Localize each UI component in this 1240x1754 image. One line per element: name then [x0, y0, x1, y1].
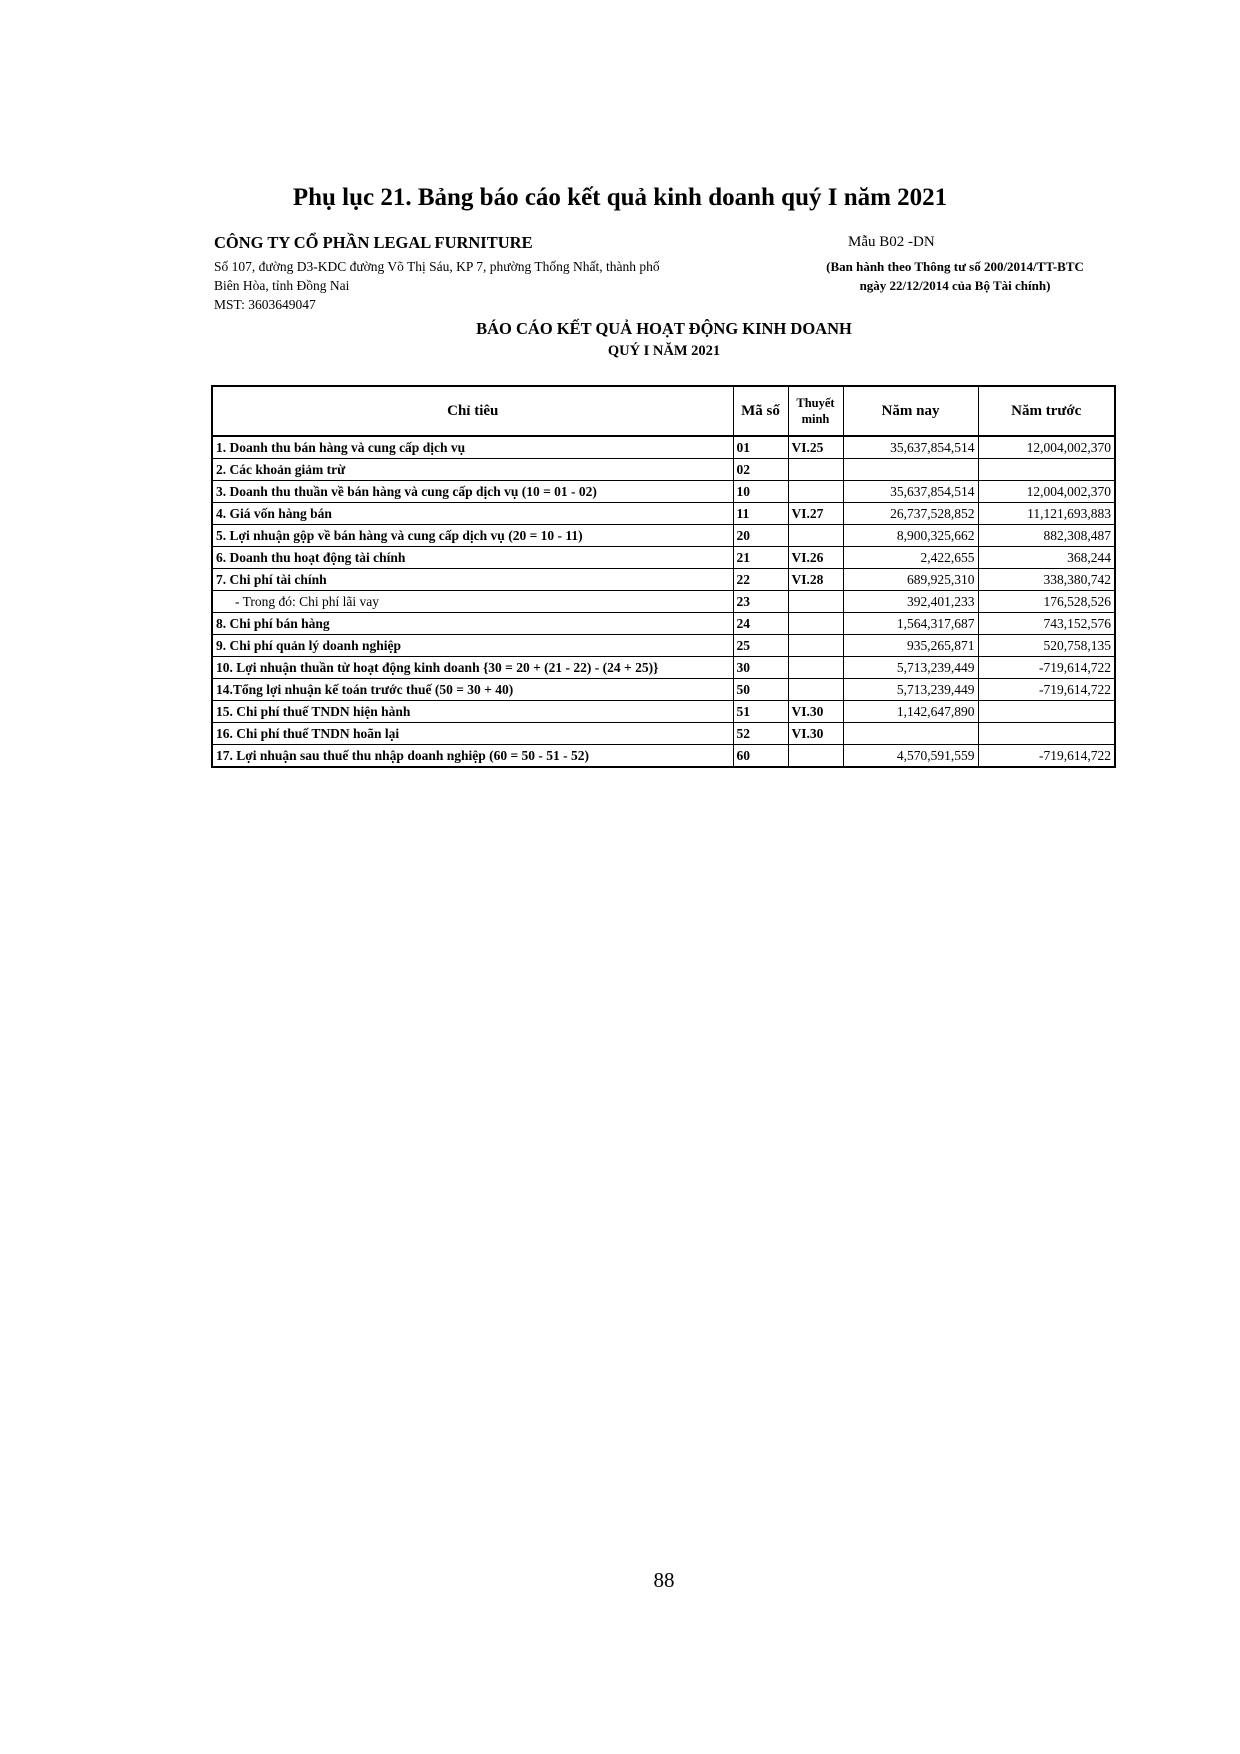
- row-note: VI.30: [788, 723, 843, 745]
- form-basis: [780, 257, 1130, 295]
- row-code: 10: [733, 481, 788, 503]
- row-note: VI.26: [788, 547, 843, 569]
- row-current-year: 1,142,647,890: [843, 701, 978, 723]
- table-row: [212, 459, 1115, 481]
- header-note: Thuyết minh: [788, 386, 843, 436]
- table-row: [212, 657, 1115, 679]
- row-label: 8. Chi phí bán hàng: [212, 613, 733, 635]
- table-row: [212, 723, 1115, 745]
- row-note: [788, 679, 843, 701]
- table-row: [212, 701, 1115, 723]
- table-row: [212, 569, 1115, 591]
- row-label: 16. Chi phí thuế TNDN hoãn lại: [212, 723, 733, 745]
- row-previous-year: 882,308,487: [978, 525, 1115, 547]
- row-label: 5. Lợi nhuận gộp về bán hàng và cung cấp dịch vụ (20 = 10 - 11): [212, 525, 733, 547]
- row-code: 20: [733, 525, 788, 547]
- row-note: [788, 591, 843, 613]
- row-label: 3. Doanh thu thuần về bán hàng và cung cấp dịch vụ (10 = 01 - 02): [212, 481, 733, 503]
- table-row: [212, 591, 1115, 613]
- row-code: 21: [733, 547, 788, 569]
- table-row: [212, 635, 1115, 657]
- table-row: [212, 503, 1115, 525]
- row-current-year: [843, 459, 978, 481]
- row-note: [788, 459, 843, 481]
- company-address: [214, 257, 754, 295]
- form-basis-line-1: (Ban hành theo Thông tư số 200/2014/TT-BTC: [826, 259, 1084, 274]
- page-title: Phụ lục 21. Bảng báo cáo kết quả kinh doanh quý I năm 2021: [292, 184, 948, 211]
- company-name: CÔNG TY CỔ PHẦN LEGAL FURNITURE: [214, 233, 533, 252]
- row-previous-year: [978, 701, 1115, 723]
- table-body: [212, 436, 1115, 767]
- header-code: Mã số: [733, 386, 788, 436]
- row-previous-year: -719,614,722: [978, 745, 1115, 768]
- row-note: [788, 745, 843, 768]
- table-row: [212, 679, 1115, 701]
- row-code: 52: [733, 723, 788, 745]
- row-code: 24: [733, 613, 788, 635]
- row-label: - Trong đó: Chi phí lãi vay: [212, 591, 733, 613]
- row-current-year: 35,637,854,514: [843, 481, 978, 503]
- table-row: [212, 745, 1115, 768]
- row-label: 17. Lợi nhuận sau thuế thu nhập doanh nghiệp (60 = 50 - 51 - 52): [212, 745, 733, 768]
- row-label: 10. Lợi nhuận thuần từ hoạt động kinh doanh {30 = 20 + (21 - 22) - (24 + 25)}: [212, 657, 733, 679]
- table-header-row: [212, 386, 1115, 436]
- row-current-year: 689,925,310: [843, 569, 978, 591]
- row-note: VI.25: [788, 436, 843, 459]
- row-note: [788, 613, 843, 635]
- row-note: [788, 635, 843, 657]
- report-period: QUÝ I NĂM 2021: [607, 343, 721, 359]
- row-code: 02: [733, 459, 788, 481]
- header-current-year: Năm nay: [843, 386, 978, 436]
- row-label: 6. Doanh thu hoạt động tài chính: [212, 547, 733, 569]
- row-previous-year: 12,004,002,370: [978, 436, 1115, 459]
- row-previous-year: 368,244: [978, 547, 1115, 569]
- row-current-year: 392,401,233: [843, 591, 978, 613]
- row-code: 23: [733, 591, 788, 613]
- row-current-year: 1,564,317,687: [843, 613, 978, 635]
- row-code: 22: [733, 569, 788, 591]
- row-label: 9. Chi phí quản lý doanh nghiệp: [212, 635, 733, 657]
- row-note: [788, 657, 843, 679]
- address-line-2: Biên Hòa, tỉnh Đồng Nai: [214, 278, 350, 293]
- row-note: VI.28: [788, 569, 843, 591]
- row-previous-year: 520,758,135: [978, 635, 1115, 657]
- row-label: 1. Doanh thu bán hàng và cung cấp dịch vụ: [212, 436, 733, 459]
- header-indicator: Chỉ tiêu: [212, 386, 733, 436]
- row-code: 60: [733, 745, 788, 768]
- row-code: 51: [733, 701, 788, 723]
- row-label: 7. Chi phí tài chính: [212, 569, 733, 591]
- row-previous-year: -719,614,722: [978, 657, 1115, 679]
- row-previous-year: [978, 723, 1115, 745]
- table-row: [212, 481, 1115, 503]
- row-current-year: 26,737,528,852: [843, 503, 978, 525]
- row-note: VI.27: [788, 503, 843, 525]
- table-row: [212, 613, 1115, 635]
- row-current-year: 935,265,871: [843, 635, 978, 657]
- row-label: 4. Giá vốn hàng bán: [212, 503, 733, 525]
- row-code: 30: [733, 657, 788, 679]
- row-note: [788, 481, 843, 503]
- row-previous-year: 338,380,742: [978, 569, 1115, 591]
- row-label: 2. Các khoản giảm trừ: [212, 459, 733, 481]
- row-current-year: 4,570,591,559: [843, 745, 978, 768]
- row-previous-year: 11,121,693,883: [978, 503, 1115, 525]
- row-previous-year: -719,614,722: [978, 679, 1115, 701]
- address-line-1: Số 107, đường D3-KDC đường Võ Thị Sáu, KP 7, phường Thống Nhất, thành phố: [214, 259, 660, 274]
- row-code: 11: [733, 503, 788, 525]
- income-statement-table: [211, 385, 1116, 768]
- row-note: VI.30: [788, 701, 843, 723]
- table-row: [212, 436, 1115, 459]
- header-previous-year: Năm trước: [978, 386, 1115, 436]
- tax-code: MST: 3603649047: [214, 297, 316, 312]
- row-previous-year: 12,004,002,370: [978, 481, 1115, 503]
- row-current-year: [843, 723, 978, 745]
- table-row: [212, 525, 1115, 547]
- row-previous-year: 743,152,576: [978, 613, 1115, 635]
- form-code: Mẫu B02 -DN: [848, 234, 935, 250]
- row-code: 01: [733, 436, 788, 459]
- row-current-year: 8,900,325,662: [843, 525, 978, 547]
- row-previous-year: [978, 459, 1115, 481]
- page-number: 88: [653, 1568, 675, 1592]
- table-row: [212, 547, 1115, 569]
- row-current-year: 35,637,854,514: [843, 436, 978, 459]
- row-current-year: 5,713,239,449: [843, 679, 978, 701]
- report-title: BÁO CÁO KẾT QUẢ HOẠT ĐỘNG KINH DOANH: [476, 319, 852, 338]
- row-label: 14.Tổng lợi nhuận kế toán trước thuế (50 = 30 + 40): [212, 679, 733, 701]
- row-code: 50: [733, 679, 788, 701]
- form-basis-line-2: ngày 22/12/2014 của Bộ Tài chính): [859, 278, 1051, 293]
- row-note: [788, 525, 843, 547]
- row-current-year: 5,713,239,449: [843, 657, 978, 679]
- row-previous-year: 176,528,526: [978, 591, 1115, 613]
- row-label: 15. Chi phí thuế TNDN hiện hành: [212, 701, 733, 723]
- row-code: 25: [733, 635, 788, 657]
- row-current-year: 2,422,655: [843, 547, 978, 569]
